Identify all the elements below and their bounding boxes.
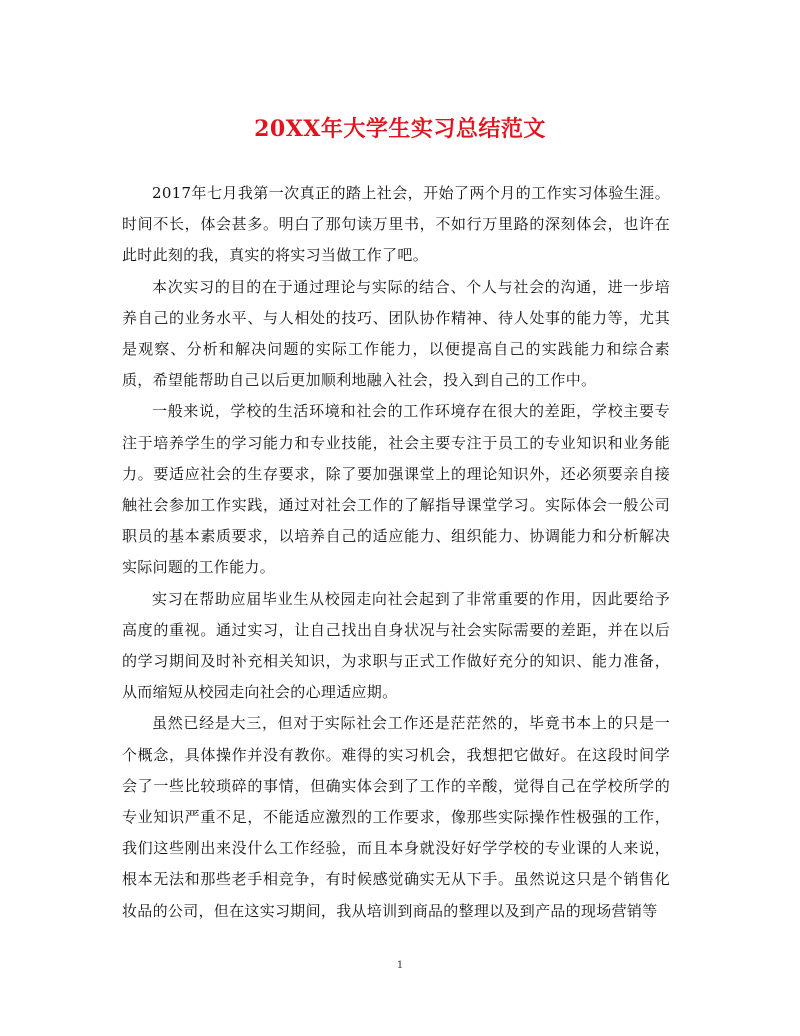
paragraph-4: 实习在帮助应届毕业生从校园走向社会起到了非常重要的作用，因此要给予高度的重视。通过实习，让自己找出自身状况与社会实际需要的差距，并在以后的学习期间及时补充相关知识，为求职与正式工作做好充分的知识、能力准备，从而缩短从校园走向社会的心理适应期。 <box>122 589 670 702</box>
document-title: 20XX年大学生实习总结范文 <box>254 116 546 142</box>
paragraph-2: 本次实习的目的在于通过理论与实际的结合、个人与社会的沟通，进一步培养自己的业务水平、与人相处的技巧、团队协作精神、待人处事的能力等，尤其是观察、分析和解决问题的实际工作能力，以便提高自己的实践能力和综合素质，希望能帮助自己以后更加顺利地融入社会，投入到自己的工作中。 <box>122 277 670 390</box>
document-body <box>122 178 670 927</box>
paragraph-3: 一般来说，学校的生活环境和社会的工作环境存在很大的差距，学校主要专注于培养学生的学习能力和专业技能，社会主要专注于员工的专业知识和业务能力。要适应社会的生存要求，除了要加强课堂上的理论知识外，还必须要亲自接触社会参加工作实践，通过对社会工作的了解指导课堂学习。实际体会一般公司职员的基本素质要求，以培养自己的适应能力、组织能力、协调能力和分析解决实际问题的工作能力。 <box>122 402 670 577</box>
paragraph-5: 虽然已经是大三，但对于实际社会工作还是茫茫然的，毕竟书本上的只是一个概念，具体操作并没有教你。难得的实习机会，我想把它做好。在这段时间学会了一些比较琐碎的事情，但确实体会到了工作的辛酸，觉得自己在学校所学的专业知识严重不足，不能适应激烈的工作要求，像那些实际操作性极强的工作，我们这些刚出来没什么工作经验，而且本身就没好好学学校的专业课的人来说，根本无法和那些老手相竞争，有时候感觉确实无从下手。虽然说这只是个销售化妆品的公司，但在这实习期间，我从培训到商品的整理以及到产品的现场营销等 <box>122 714 670 920</box>
paragraph-1: 2017年七月我第一次真正的踏上社会，开始了两个月的工作实习体验生涯。时间不长，体会甚多。明白了那句读万里书，不如行万里路的深刻体会，也许在此时此刻的我，真实的将实习当做工作了吧。 <box>122 184 670 265</box>
page-number: 1 <box>396 960 404 971</box>
